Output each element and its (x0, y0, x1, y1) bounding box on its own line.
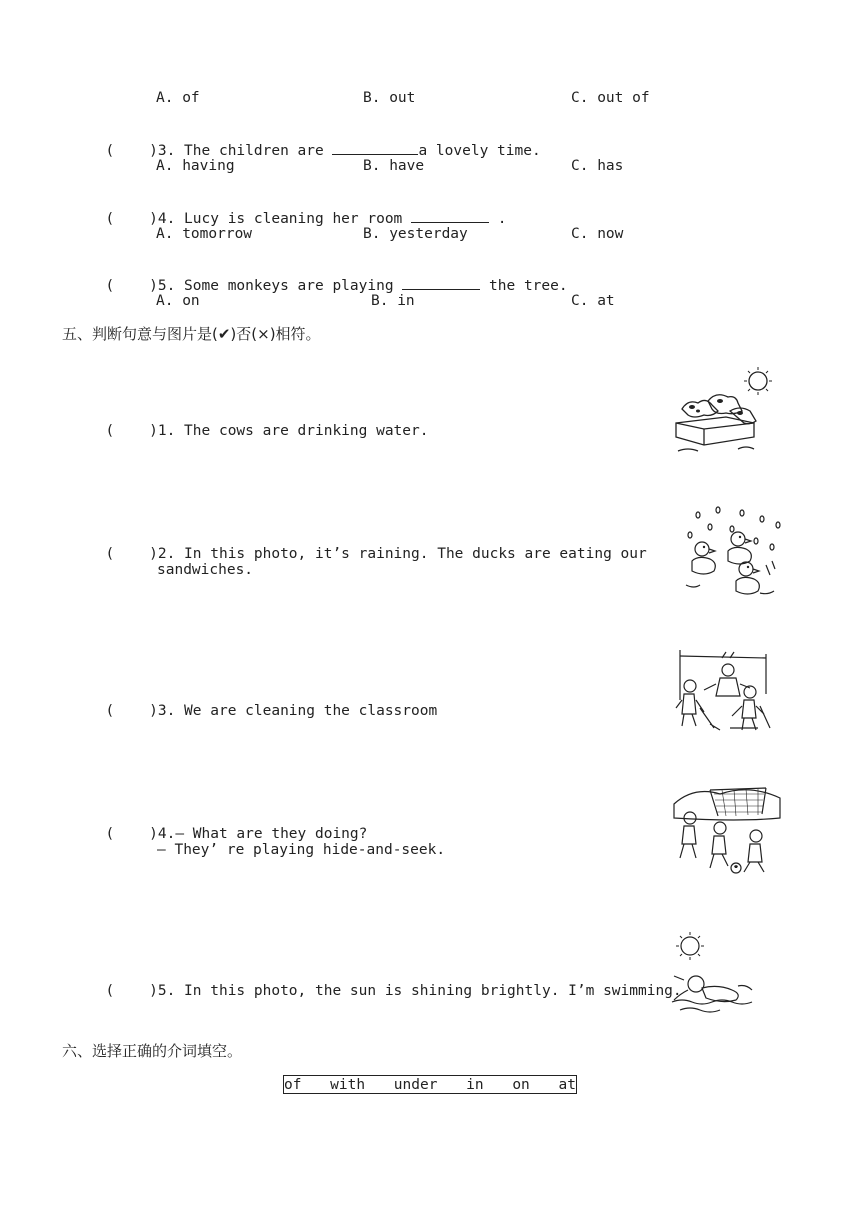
word-with: with (330, 1076, 366, 1093)
judge-text-2-cont: sandwiches. (157, 562, 254, 578)
q5-text-pre: 5. Some monkeys are playing (157, 278, 403, 294)
judge-text-5: 5. In this photo, the sun is shining brightly. I’m swimming. (157, 983, 682, 999)
word-at: at (558, 1076, 576, 1093)
judge-paren-1: ( ) (105, 423, 158, 439)
q3-option-b: B. have (363, 158, 425, 174)
judge-text-2: 2. In this photo, it’s raining. The ducks are eating our (157, 546, 647, 562)
q2-option-a: A. of (156, 90, 200, 106)
q4-option-a: A. tomorrow (156, 226, 253, 242)
judge-paren-5: ( ) (105, 983, 158, 999)
children-cleaning-icon (670, 648, 782, 736)
q5-option-a: A. on (156, 293, 200, 309)
q3-blank[interactable] (332, 141, 418, 155)
word-on: on (512, 1076, 530, 1093)
q3-option-a: A. having (156, 158, 235, 174)
q5-text-post: the tree. (480, 278, 568, 294)
q3-text-post: a lovely time. (418, 143, 541, 159)
section6-title: 六、选择正确的介词填空。 (62, 1042, 243, 1060)
q3-option-c: C. has (571, 158, 624, 174)
judge-item-5 (88, 964, 682, 1000)
children-playing-football-icon (670, 782, 784, 880)
q5-paren: ( ) (105, 278, 158, 294)
q4-option-b: B. yesterday (363, 226, 468, 242)
judge-item-3 (88, 684, 437, 720)
judge-item-1 (88, 404, 428, 440)
word-in: in (466, 1076, 484, 1093)
q4-paren: ( ) (105, 211, 158, 227)
q4-text-pre: 4. Lucy is cleaning her room (157, 211, 412, 227)
word-box (283, 1075, 577, 1094)
q4-text-post: . (489, 211, 507, 227)
judge-text-1: 1. The cows are drinking water. (157, 423, 429, 439)
section5-title: 五、判断句意与图片是(✔)否(×)相符。 (62, 325, 321, 343)
judge-paren-4: ( ) (105, 826, 158, 842)
ducks-in-rain-icon (680, 505, 784, 600)
q4-option-c: C. now (571, 226, 624, 242)
q2-option-c: C. out of (571, 90, 650, 106)
boy-swimming-sun-icon (666, 930, 762, 1014)
q5-option-c: C. at (571, 293, 615, 309)
judge-paren-3: ( ) (105, 703, 158, 719)
judge-paren-2: ( ) (105, 546, 158, 562)
judge-text-4-cont: — They’ re playing hide-and-seek. (157, 842, 446, 858)
q5-option-b: B. in (371, 293, 415, 309)
q5-row (88, 258, 568, 295)
judge-item-2 (88, 527, 647, 563)
q2-option-b: B. out (363, 90, 416, 106)
q3-text-pre: 3. The children are (157, 143, 333, 159)
judge-text-4: 4.— What are they doing? (157, 826, 368, 842)
cows-drinking-icon (668, 365, 780, 460)
q3-paren: ( ) (105, 143, 158, 159)
q4-blank[interactable] (411, 209, 489, 223)
judge-item-4 (88, 807, 367, 843)
q3-row (88, 123, 541, 160)
word-of: of (284, 1076, 302, 1093)
q4-row (88, 191, 507, 228)
judge-text-3: 3. We are cleaning the classroom (157, 703, 438, 719)
q5-blank[interactable] (402, 276, 480, 290)
word-under: under (393, 1076, 438, 1093)
